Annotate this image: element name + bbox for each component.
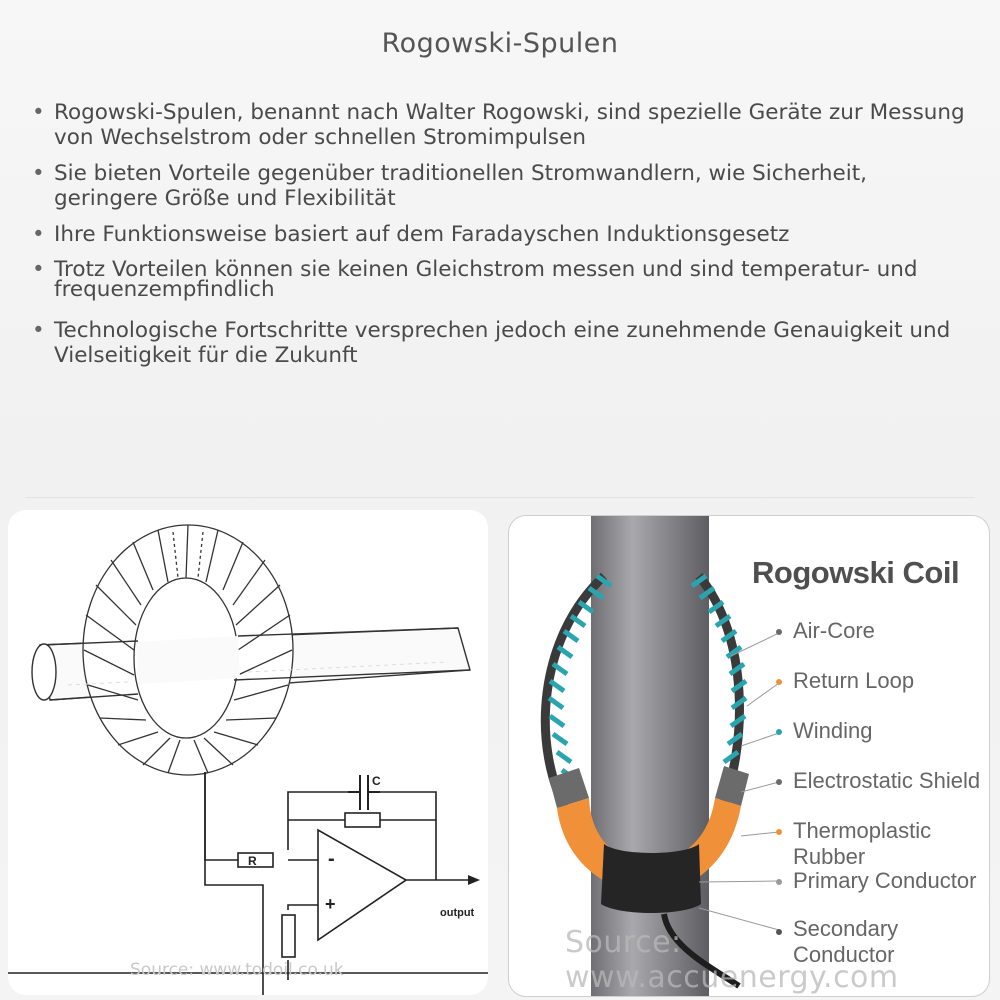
legend-winding: Winding — [793, 718, 873, 743]
bullet-text: Ihre Funktionsweise basiert auf dem Faradayschen Induktionsgesetz — [54, 222, 790, 247]
legend-return-loop: Return Loop — [793, 668, 915, 693]
bullet-item — [30, 257, 970, 302]
bullet-dot: • — [32, 318, 45, 343]
bullet-dot: • — [32, 222, 45, 247]
legend-electrostatic-shield: Electrostatic Shield — [793, 768, 981, 793]
legend-secondary-conductor: Secondary Conductor — [793, 916, 899, 967]
bullet-item — [30, 318, 970, 368]
primary-conductor-pipe — [591, 516, 709, 996]
legend-dot — [776, 779, 782, 785]
bullet-text: Trotz Vorteilen können sie keinen Gleichstrom messen und sind temperatur- und frequenzempfindlich — [54, 257, 918, 302]
capacitor-label: C — [372, 774, 381, 788]
bullet-text: Sie bieten Vorteile gegenüber traditionellen Stromwandlern, wie Sicherheit, geringere Größe und Flexibilität — [54, 161, 868, 211]
legend-thermoplastic-rubber: Thermoplastic Rubber — [793, 818, 932, 869]
legend-dot — [776, 829, 782, 835]
legend-primary-conductor: Primary Conductor — [793, 868, 977, 893]
page-title: Rogowski-Spulen — [381, 28, 619, 59]
capacitor-resistor-symbol — [345, 813, 380, 827]
bullet-dot: • — [32, 257, 45, 282]
bullet-dot: • — [32, 100, 45, 125]
noninverting-input-label: + — [325, 894, 336, 914]
bullet-list — [30, 100, 970, 378]
legend-dot — [776, 679, 782, 685]
legend-dot — [776, 879, 782, 885]
schematic-image-panel — [8, 510, 488, 995]
coil-schematic-drawing — [8, 510, 488, 995]
left-image-source: Source: www.todoil.co.uk — [130, 960, 344, 980]
bullet-dot: • — [32, 161, 45, 186]
section-divider — [25, 497, 975, 498]
legend-dot — [776, 629, 782, 635]
legend-air-core: Air-Core — [793, 618, 875, 643]
inverting-input-label: - — [328, 848, 335, 870]
op-amp-symbol — [318, 830, 406, 940]
bullet-item — [30, 222, 970, 247]
resistor-label: R — [248, 854, 257, 868]
coil-heading: Rogowski Coil — [752, 555, 960, 590]
bullet-item — [30, 161, 970, 211]
bullet-text: Rogowski-Spulen, benannt nach Walter Rogowski, sind spezielle Geräte zur Messung von Wechselstrom oder schnellen Stromimpulsen — [54, 100, 965, 150]
output-label: output — [440, 907, 475, 919]
legend-dot — [776, 729, 782, 735]
right-image-source: Source: www.accuenergy.com — [565, 925, 899, 995]
bullet-item — [30, 100, 970, 150]
bullet-text: Technologische Fortschritte versprechen jedoch eine zunehmende Genauigkeit und Vielseitigkeit für die Zukunft — [54, 318, 951, 368]
